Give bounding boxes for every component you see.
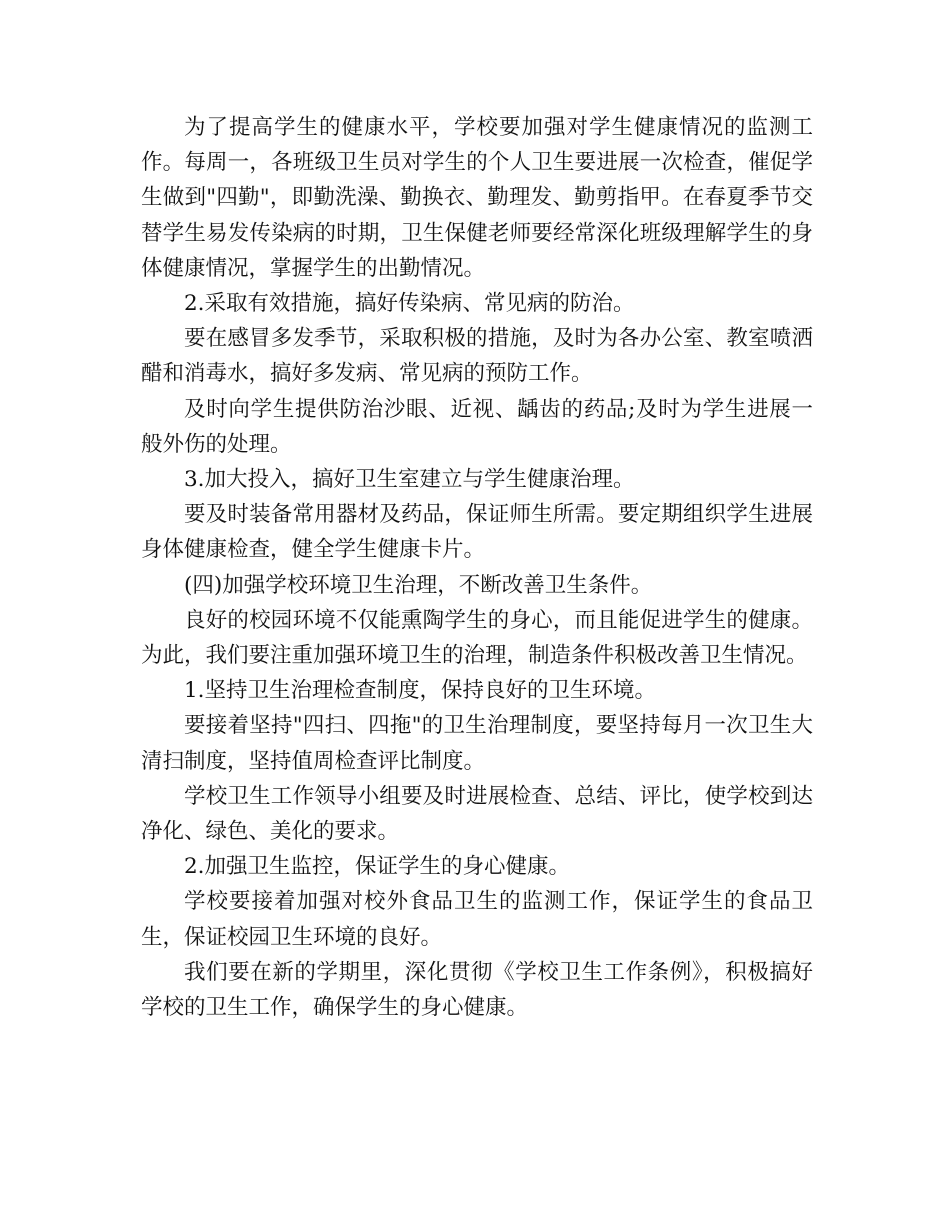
heading-health-supervision: 2.加强卫生监控，保证学生的身心健康。: [184, 854, 571, 880]
heading-environment: (四)加强学校环境卫生治理，不断改善卫生条件。: [184, 572, 653, 598]
paragraph-health-monitoring: 为了提高学生的健康水平，学校要加强对学生健康情况的监测工作。每周一，各班级卫生员对学生的个人卫生要进展一次检查，催促学生做到"四勤"，即勤洗澡、勤换衣、勤理发、勤剪指甲。在春夏季节交替学生易发传染病的时期，卫生保健老师要经常深化班级理解学生的身体健康情况，掌握学生的出勤情况。: [141, 115, 813, 281]
heading-disease-prevention: 2.采取有效措施，搞好传染病、常见病的防治。: [184, 291, 635, 317]
heading-inspection-system: 1.坚持卫生治理检查制度，保持良好的卫生环境。: [184, 678, 657, 704]
heading-clinic-investment: 3.加大投入，搞好卫生室建立与学生健康治理。: [184, 467, 635, 493]
paragraph-flu-season: 要在感冒多发季节，采取积极的措施，及时为各办公室、教室喷洒醋和消毒水，搞好多发病、常见病的预防工作。: [141, 326, 813, 387]
paragraph-leadership-group: 学校卫生工作领导小组要及时进展检查、总结、评比，使学校到达净化、绿色、美化的要求。: [141, 783, 813, 845]
document-body: [141, 110, 813, 1025]
paragraph-cleaning-system: 要接着坚持"四扫、四拖"的卫生治理制度，要坚持每月一次卫生大清扫制度，坚持值周检查评比制度。: [141, 713, 813, 774]
paragraph-campus-environment: 良好的校园环境不仅能熏陶学生的身心，而且能促进学生的健康。为此，我们要注重加强环境卫生的治理，制造条件积极改善卫生情况。: [141, 607, 813, 669]
paragraph-equipment: 要及时装备常用器材及药品，保证师生所需。要定期组织学生进展身体健康检查，健全学生健康卡片。: [141, 502, 813, 563]
paragraph-food-hygiene: 学校要接着加强对校外食品卫生的监测工作，保证学生的食品卫生，保证校园卫生环境的良好。: [141, 889, 813, 950]
paragraph-conclusion: 我们要在新的学期里，深化贯彻《学校卫生工作条例》，积极搞好学校的卫生工作，确保学生的身心健康。: [141, 959, 813, 1021]
paragraph-medicine-supply: 及时向学生提供防治沙眼、近视、龋齿的药品;及时为学生进展一般外伤的处理。: [141, 396, 813, 457]
